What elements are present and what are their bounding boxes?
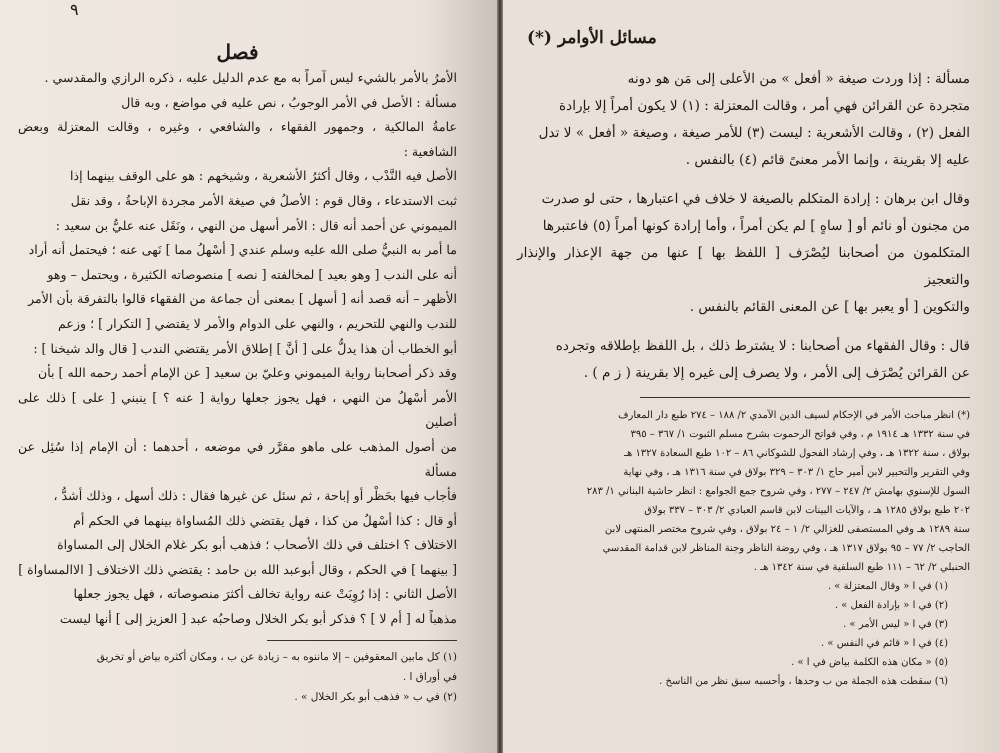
text-line: مسألة : إذا وردت صيغة « أفعل » من الأعلى إلى مَن هو دونه	[627, 71, 970, 87]
text-line: متجردة عن القرائن فهي أمر ، وقالت المعتزلة : (١) لا يكون أمراً إلا بإرادة	[559, 98, 970, 114]
text-line: وقد ذكر أصحابنا رواية الميموني وعليّ بن سعيد [ عن الإمام أحمد رحمه الله ] بأن	[37, 365, 457, 381]
text-line: ثبت الاستدعاء ، وقال قوم : الأصلُ في صيغة الأمر مجردة الإباحةُ ، وقد نقل	[70, 192, 457, 208]
text-line: قال : وقال الفقهاء من أصحابنا : لا يشترط ذلك ، بل اللفظ بإطلاقه وتجرده	[555, 338, 970, 354]
footnote-divider	[640, 397, 970, 398]
footnote: الحاجب ٢/ ٧٧ – ٩٥ بولاق ١٣١٧ هـ ، وفي روضة الناظر وجنة المناظر لابن قدامة المقدسي	[602, 543, 970, 554]
footnote: سنة ١٢٨٩ هـ وفي المستصفى للغزالي ٢/ ١ – ٢٤ بولاق ، وفي شروح مختصر المنتهى لابن	[604, 524, 970, 535]
footnote: الحنبلي ٢/ ٦٢ – ١١١ طبع السلفية في سنة ١٣٤٢ هـ .	[753, 562, 970, 573]
text-line: فأجاب فيها بحَظْر أو إباحة ، ثم سئل عن غيرها فقال : ذلك أسهل ، وذلك أشدُّ ،	[53, 488, 457, 504]
footnote: في أوراق ا .	[402, 670, 457, 683]
footnote: (٤) في ا « قائم في النفس » .	[821, 638, 948, 649]
footnote: السول للإسنوي بهامش ٢/ ٢٤٧ – ٢٧٧ ، وفي شروح جمع الجوامع : انظر حاشية البناني ١/ ٢٨٣	[586, 486, 970, 497]
footnote: (٣) في ا « ليس الأمر » .	[843, 619, 948, 630]
text-line: الاختلاف ؟ اختلف في ذلك الأصحاب ؛ فذهب أبو بكر غلام الخلال إلى المساواة	[57, 537, 457, 553]
footnote: (٦) سقطت هذه الجملة من ب وحدها ، وأحسبه سبق نظر من الناسخ .	[659, 676, 948, 687]
text-line: مذهباً له [ أم لا ] ؟ فذكر أبو بكر الخلال وصاحبُه عبد [ العزيز إلى ] أنها ليست	[59, 611, 457, 627]
text-line: من أصول المذهب على ماهو مقرَّر في موضعه ، أحدهما : أن الإمام إذا سُئِل عن مسألة	[18, 438, 457, 479]
text-line: عن القرائن يُصْرَف إلى الأمر ، ولا يصرف إلى غيره إلا بقرينة ( ز م ) .	[583, 365, 970, 381]
left-page	[0, 0, 497, 753]
footnote: (١) كل مابين المعقوفين – إلا ماننوه به – زيادة عن ب ، ومكان أكثره بياض أو تخريق	[96, 650, 457, 663]
footnote: (٢) في ا « بإرادة الفعل » .	[834, 600, 948, 611]
text-line: الأصل فيه النَّدْب ، وقال أكثرُ الأشعرية ، وشيخهم : هو على الوقف بينهما إذا	[70, 168, 457, 184]
footnote: بولاق ، سنة ١٣٢٢ هـ ، وفي إرشاد الفحول للشوكاني ٨٦ – ١٠٢ طبع السعادة ١٣٢٧ هـ	[624, 448, 970, 459]
text-line: الأمرُ بالأمر بالشيء ليس آمراً به مع عدم الدليل عليه ، ذكره الرازي والمقدسي .	[44, 70, 457, 85]
left-footnotes	[18, 647, 457, 707]
text-line: من مجنون أو نائم أو [ ساهٍ ] لم يكن أمراً ، وأما إرادة كونها أمراً (٥) فاعتبرها	[542, 218, 970, 234]
text-line: [ بينهما ] في الحكم ، وقال أبوعبد الله بن حامد : يقتضي ذلك الاختلاف [ الاالمساواة ]	[18, 561, 457, 577]
footnote: (٢) في ب « فذهب أبو بكر الخلال » .	[294, 690, 457, 703]
footnote: ٢٠٢ طبع بولاق ١٢٨٥ هـ ، والآيات البينات لابن قاسم العبادي ٢/ ٣٠٣ – ٣٣٧ بولاق	[644, 505, 970, 516]
text-line: ما أمر به النبيُّ صلى الله عليه وسلم عندي [ أسْهلُ مما ] نَهى عنه ؛ فيحتمل أنه أراد	[28, 242, 457, 258]
right-page	[503, 0, 1000, 753]
text-line: أبو الخطاب أن هذا يدلُّ على [ أنَّ ] إطلاق الأمر يقتضي الندب [ قال والد شيخنا ] :	[33, 340, 457, 356]
text-line: والتكوين [ أو يعبر بها ] عن المعنى القائم بالنفس .	[689, 299, 970, 315]
footnote: وفي التقرير والتحبير لابن أمير حاج ١/ ٣٠٣ – ٣٢٩ بولاق في سنة ١٣١٦ هـ ، وفي نهاية	[623, 467, 970, 478]
left-body-text	[18, 66, 457, 632]
footnote: (*) انظر مباحث الأمر في الإحكام لسيف الدين الآمدي ٢/ ١٨٨ – ٢٧٤ طبع دار المعارف	[618, 410, 970, 421]
text-line: مسألة : الأصل في الأمر الوجوبُ ، نص عليه في مواضع ، وبه قال	[121, 94, 457, 110]
text-line: الفعل (٢) ، وقالت الأشعرية : ليست (٣) للأمر صيغة ، وصيغة « أفعل » لا تدل	[538, 125, 970, 141]
text-line: الأمر أسْهلُ من النهي ، فهل يجوز جعلها رواية [ عنه ؟ ] ينبني [ على ] ذلك على أصلين	[18, 389, 457, 430]
running-head: مسائل الأوامر (*)	[527, 28, 657, 48]
page-number: ٩	[70, 0, 79, 19]
text-line: الأصل الثاني : إذا رُوِيَتْ عنه رواية تخالف أكثرَ منصوصاته ، فهل يجوز جعلها	[73, 586, 457, 602]
text-line: أو قال : كذا أسْهلُ من كذا ، فهل يقتضي ذلك المُساواة بينهما في الحكم أم	[73, 512, 457, 528]
text-line: الميموني عن أحمد أنه قال : الأمر أسهل من النهي ، ونَقَل عنه عليُّ بن سعيد :	[55, 217, 457, 233]
right-footnotes	[517, 406, 970, 691]
footnote: في سنة ١٣٣٢ هـ ١٩١٤ م ، وفي فواتح الرحموت بشرح مسلم الثبوت ١/ ٣٦٧ – ٣٩٥	[630, 429, 970, 440]
text-line: للندب والنهي للتحريم ، والنهي على الدوام والأمر لا يقتضي [ التكرار ] ؛ وزعم	[58, 315, 457, 331]
footnote: (١) في ا « وقال المعتزلة » .	[827, 581, 948, 592]
footnote: (٥) « مكان هذه الكلمة بياض في ا » .	[791, 657, 948, 668]
text-line: المتكلمون من أصحابنا ليُصْرَف [ اللفظ بها ] عنها من جهة الإعذار والإنذار والتعجيز	[517, 245, 970, 288]
text-line: الأظهر – أنه قصد أنه [ أسهل ] بمعنى أن جماعة من الفقهاء قالوا بالتفرقة بأن الأمر	[28, 291, 457, 307]
text-line: عليه إلا بقرينة ، وإنما الأمر معنىً قائم (٤) بالنفس .	[685, 152, 970, 168]
section-title: فصل	[216, 40, 259, 64]
text-line: أنه على الندب [ وهو بعيد ] لمخالفته [ نصه ] منصوصاته الكثيرة ، ويحتمل – وهو	[47, 266, 457, 282]
text-line: وقال ابن برهان : إرادة المتكلم بالصيغة لا خلاف في اعتبارها ، حتى لو صدرت	[541, 191, 970, 207]
text-line: عامةُ المالكية ، وجمهور الفقهاء ، والشافعي ، وغيره ، وقالت المعتزلة وبعض الشافعية :	[18, 119, 457, 159]
footnote-divider	[267, 640, 457, 641]
right-body-text	[517, 66, 970, 387]
